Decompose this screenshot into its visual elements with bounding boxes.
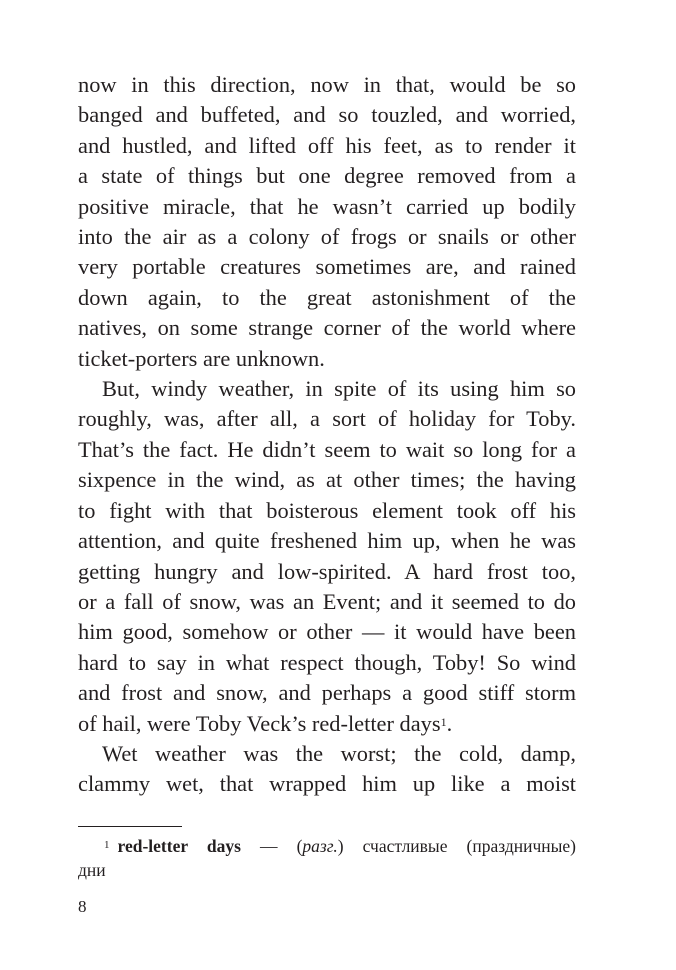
text-line-with-footnote: [78, 709, 576, 739]
footnote-definition: ) счастливые (праздничные): [337, 836, 576, 856]
page-body: [78, 70, 576, 800]
footnote-reference[interactable]: 1: [440, 714, 447, 729]
footnote-dash: — (: [240, 836, 303, 856]
text-line: ticket-porters are unknown.: [78, 345, 325, 371]
text-line: or a fall of snow, was an Event; and it seemed to do: [78, 588, 576, 614]
text-line: Wet weather was the worst; the cold, damp,: [102, 740, 576, 766]
footnote-line: дни: [78, 860, 106, 880]
footnote-term: red-letter days: [117, 836, 241, 856]
text-line: into the air as a colony of frogs or snails or other: [78, 224, 576, 250]
text-line: and frost and snow, and perhaps a good stiff storm: [78, 680, 576, 706]
text-line: hard to say in what respect though, Toby! So wind: [78, 649, 576, 675]
page-number: 8: [78, 897, 87, 916]
text-line: attention, and quite freshened him up, when he was: [78, 528, 576, 554]
footnote-mark: 1: [104, 839, 110, 851]
text-line: down again, to the great astonishment of the: [78, 284, 576, 310]
footnote-usage-note: разг.: [302, 836, 338, 856]
end-punctuation: .: [446, 710, 453, 736]
paragraph-3: [78, 739, 576, 800]
text-line: But, windy weather, in spite of its using him so: [102, 376, 576, 402]
text-line: him good, somehow or other — it would have been: [78, 619, 576, 645]
text-line: roughly, was, after all, a sort of holiday for Toby.: [78, 406, 576, 432]
text-line: very portable creatures sometimes are, and rained: [78, 254, 576, 280]
text-line: to fight with that boisterous element took off his: [78, 497, 576, 523]
text-line: banged and buffeted, and so touzled, and worried,: [78, 102, 576, 128]
text-line: That’s the fact. He didn’t seem to wait so long for a: [78, 436, 576, 462]
text-line: getting hungry and low-spirited. A hard frost too,: [78, 558, 576, 584]
text-line: sixpence in the wind, as at other times; the having: [78, 467, 576, 493]
text-line: and hustled, and lifted off his feet, as to render it: [78, 132, 576, 158]
text-line: natives, on some strange corner of the world where: [78, 315, 576, 341]
text-line: a state of things but one degree removed from a: [78, 163, 576, 189]
text-line: now in this direction, now in that, would be so: [78, 72, 576, 97]
footnote: [78, 834, 576, 882]
footnote-line: [78, 834, 576, 858]
text-line: clammy wet, that wrapped him up like a moist: [78, 771, 576, 797]
text-line: positive miracle, that he wasn’t carried up bodily: [78, 193, 576, 219]
text-line-content: of hail, were Toby Veck’s red-letter days: [78, 710, 441, 736]
footnote-divider: [78, 826, 182, 827]
paragraph-2: [78, 374, 576, 739]
paragraph-1: [78, 70, 576, 374]
